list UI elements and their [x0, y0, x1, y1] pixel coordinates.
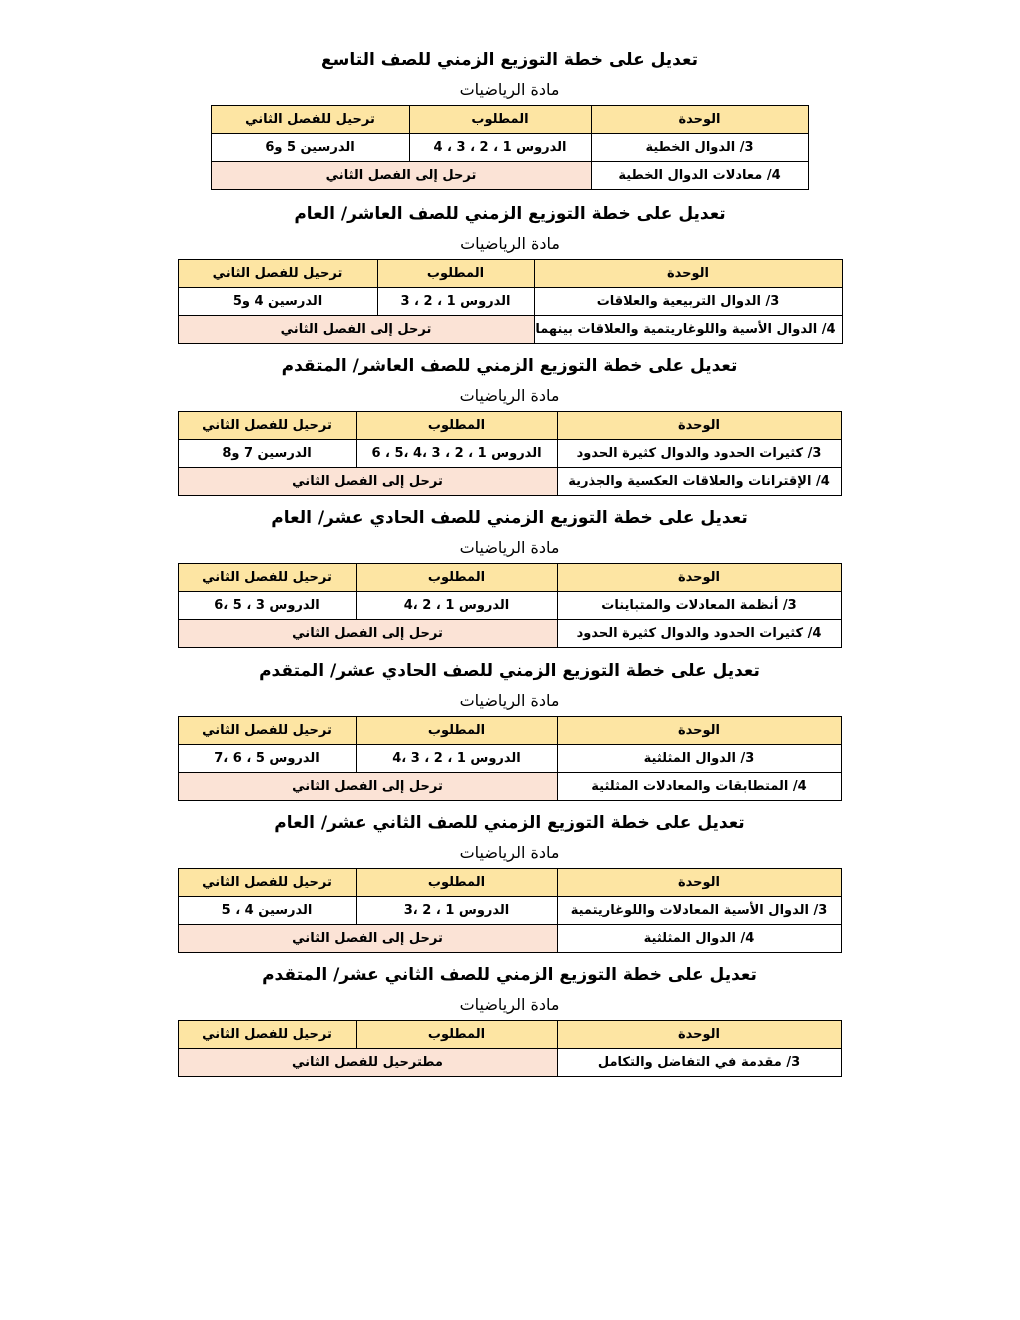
header-row	[178, 564, 841, 592]
plan-section	[61, 45, 958, 190]
unit-cell: 3/ الدوال الأسية المعادلات واللوغاريتمية	[557, 897, 841, 925]
deferred-lessons-cell: الدروس 5 ، 6 ،7	[178, 745, 356, 773]
header-row	[178, 869, 841, 897]
subject-label: مادة الرياضيات	[459, 80, 560, 99]
deferred-lessons-cell: الدرسين 4 ، 5	[178, 897, 356, 925]
section-title: تعديل على خطة التوزيع الزمني للصف الثاني عشر/ العام	[274, 813, 745, 833]
header-required: المطلوب	[356, 412, 557, 440]
table-row	[178, 745, 841, 773]
header-required: المطلوب	[356, 564, 557, 592]
header-unit: الوحدة	[557, 869, 841, 897]
table-row	[178, 468, 841, 496]
plan-table	[178, 411, 842, 496]
section-title: تعديل على خطة التوزيع الزمني للصف الحادي عشر/ المتقدم	[259, 661, 760, 681]
unit-cell: 4/ المتطابقات والمعادلات المثلثية	[557, 773, 841, 801]
header-unit: الوحدة	[557, 412, 841, 440]
subject-label: مادة الرياضيات	[459, 995, 560, 1014]
section-title: تعديل على خطة التوزيع الزمني للصف الثاني عشر/ المتقدم	[262, 965, 757, 985]
plan-section	[28, 808, 991, 953]
deferred-lessons-cell: الدروس 3 ، 5 ،6	[178, 592, 356, 620]
unit-cell: 3/ الدوال المثلثية	[557, 745, 841, 773]
deferred-lessons-cell: الدرسين 4 و5	[178, 288, 377, 316]
deferred-notice-cell: ترحل إلى الفصل الثاني	[178, 773, 557, 801]
header-unit: الوحدة	[557, 1021, 841, 1049]
header-deferred: ترحيل للفصل الثاني	[178, 564, 356, 592]
unit-cell: 3/ مقدمة في التفاضل والتكامل	[557, 1049, 841, 1077]
subject-label: مادة الرياضيات	[460, 234, 560, 253]
header-deferred: ترحيل للفصل الثاني	[178, 1021, 356, 1049]
plan-section	[28, 960, 991, 1077]
unit-cell: 4/ معادلات الدوال الخطية	[591, 162, 808, 190]
deferred-notice-cell: ترحل إلى الفصل الثاني	[211, 162, 591, 190]
table-row	[178, 288, 842, 316]
header-unit: الوحدة	[591, 106, 808, 134]
required-lessons-cell: الدروس 1 ، 2 ،4	[356, 592, 557, 620]
deferred-notice-cell: ترحل إلى الفصل الثاني	[178, 925, 557, 953]
header-deferred: ترحيل للفصل الثاني	[178, 260, 377, 288]
header-row	[178, 260, 842, 288]
required-lessons-cell: الدروس 1 ، 2 ،3	[356, 897, 557, 925]
section-title: تعديل على خطة التوزيع الزمني للصف التاسع	[321, 50, 698, 70]
header-row	[178, 717, 841, 745]
header-required: المطلوب	[356, 869, 557, 897]
section-title: تعديل على خطة التوزيع الزمني للصف العاشر/ العام	[294, 204, 726, 224]
required-lessons-cell: الدروس 1 ، 2 ، 3	[377, 288, 534, 316]
header-unit: الوحدة	[534, 260, 842, 288]
header-row	[178, 412, 841, 440]
header-deferred: ترحيل للفصل الثاني	[178, 869, 356, 897]
plan-table	[178, 1020, 842, 1077]
subject-label: مادة الرياضيات	[459, 386, 560, 405]
unit-cell: 3/ الدوال الخطية	[591, 134, 808, 162]
table-row	[178, 925, 841, 953]
header-row	[178, 1021, 841, 1049]
deferred-lessons-cell: الدرسين 5 و6	[211, 134, 409, 162]
plan-section	[28, 199, 992, 344]
required-lessons-cell: الدروس 1 ، 2 ، 3 ،4	[356, 745, 557, 773]
deferred-notice-cell: ترحل إلى الفصل الثاني	[178, 316, 534, 344]
table-row	[211, 162, 808, 190]
plan-section	[28, 656, 991, 801]
plan-table	[178, 868, 842, 953]
plan-table	[178, 259, 843, 344]
plan-table	[178, 716, 842, 801]
unit-cell: 3/ الدوال التربيعية والعلاقات	[534, 288, 842, 316]
subject-label: مادة الرياضيات	[459, 691, 560, 710]
required-lessons-cell: الدروس 1 ، 2 ، 3 ، 4	[409, 134, 591, 162]
required-lessons-cell: الدروس 1 ، 2 ، 3 ،4 ،5 ، 6	[356, 440, 557, 468]
plan-section	[28, 351, 991, 496]
section-title: تعديل على خطة التوزيع الزمني للصف العاشر/ المتقدم	[281, 356, 738, 376]
deferred-lessons-cell: الدرسين 7 و8	[178, 440, 356, 468]
section-title: تعديل على خطة التوزيع الزمني للصف الحادي عشر/ العام	[271, 508, 748, 528]
deferred-notice-cell: ترحل إلى الفصل الثاني	[178, 620, 557, 648]
header-deferred: ترحيل للفصل الثاني	[211, 106, 409, 134]
header-unit: الوحدة	[557, 564, 841, 592]
unit-cell: 4/ الدوال الأسية واللوغاريتمية والعلاقات بينهما	[534, 316, 842, 344]
table-row	[178, 897, 841, 925]
subject-label: مادة الرياضيات	[459, 843, 560, 862]
table-row	[178, 316, 842, 344]
plan-table	[178, 563, 842, 648]
table-row	[211, 134, 808, 162]
unit-cell: 4/ الإقترانات والعلاقات العكسية والجذرية	[557, 468, 841, 496]
header-required: المطلوب	[377, 260, 534, 288]
unit-cell: 3/ كثيرات الحدود والدوال كثيرة الحدود	[557, 440, 841, 468]
deferred-notice-cell: ترحل إلى الفصل الثاني	[178, 468, 557, 496]
unit-cell: 3/ أنظمة المعادلات والمتباينات	[557, 592, 841, 620]
unit-cell: 4/ الدوال المثلثية	[557, 925, 841, 953]
header-deferred: ترحيل للفصل الثاني	[178, 717, 356, 745]
table-row	[178, 592, 841, 620]
header-unit: الوحدة	[557, 717, 841, 745]
table-row	[178, 440, 841, 468]
table-row	[178, 773, 841, 801]
header-row	[211, 106, 808, 134]
deferred-notice-cell: مطترحيل للفصل الثاني	[178, 1049, 557, 1077]
header-deferred: ترحيل للفصل الثاني	[178, 412, 356, 440]
plan-table	[211, 105, 809, 190]
header-required: المطلوب	[409, 106, 591, 134]
unit-cell: 4/ كثيرات الحدود والدوال كثيرة الحدود	[557, 620, 841, 648]
plan-section	[28, 503, 991, 648]
table-row	[178, 620, 841, 648]
header-required: المطلوب	[356, 1021, 557, 1049]
table-row	[178, 1049, 841, 1077]
header-required: المطلوب	[356, 717, 557, 745]
subject-label: مادة الرياضيات	[459, 538, 560, 557]
